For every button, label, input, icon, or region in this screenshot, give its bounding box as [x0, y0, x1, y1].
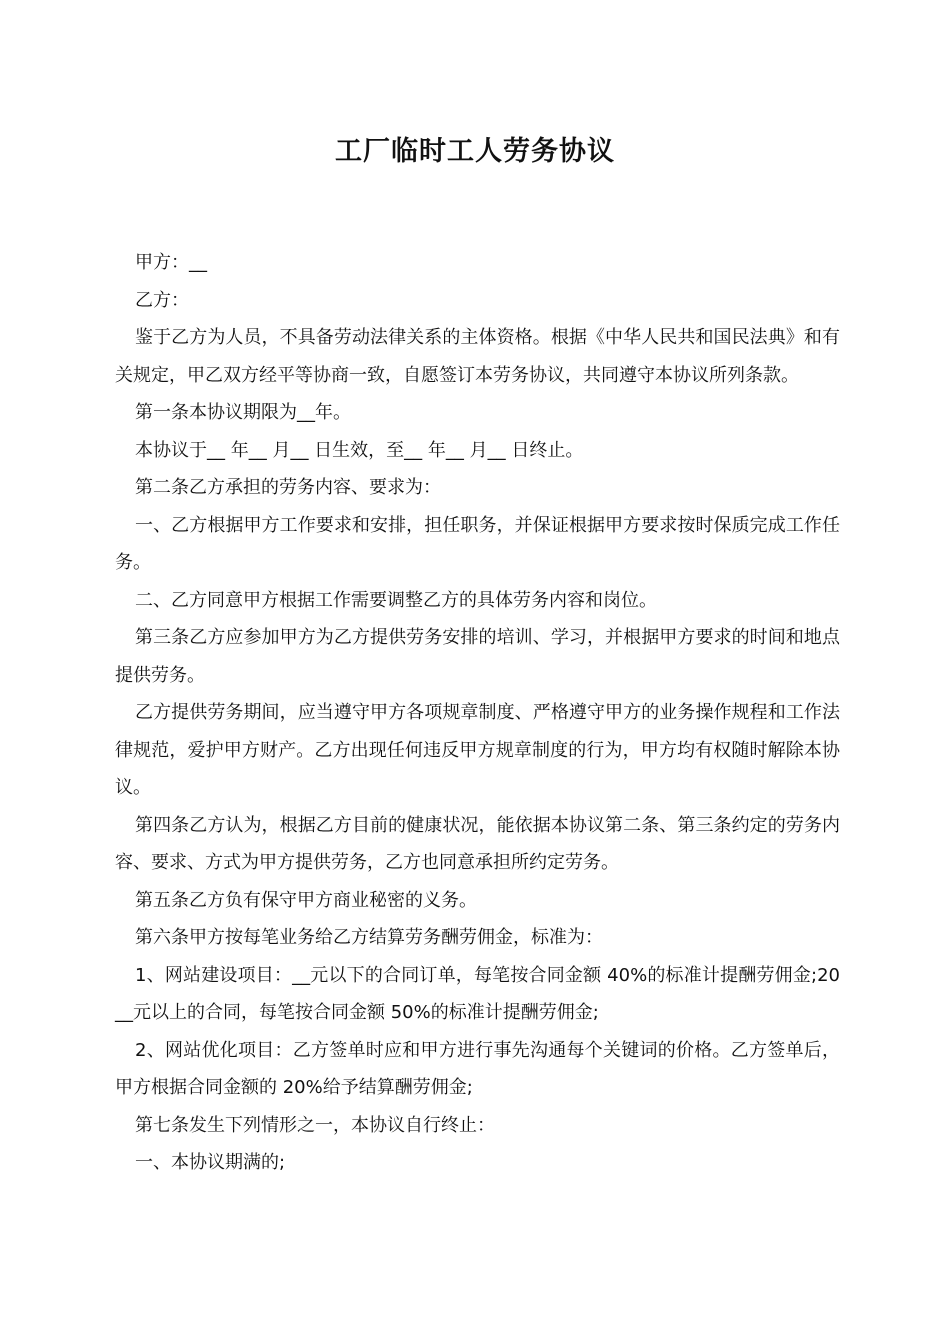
article-2-paragraph: 第二条乙方承担的劳务内容、要求为：: [135, 477, 441, 498]
term-dates-paragraph: 本协议于__ 年__ 月__ 日生效，至__ 年__ 月__ 日终止。: [135, 439, 584, 461]
article-6-item-1: 1、网站建设项目：__元以下的合同订单，每笔按合同金额 40%的标准计提酬劳佣金;20__元以上的合同，每笔按合同金额 50%的标准计提酬劳佣金;: [115, 964, 840, 1023]
article-4-paragraph: 第四条乙方认为，根据乙方目前的健康状况，能依据本协议第二条、第三条约定的劳务内容、要求、方式为甲方提供劳务，乙方也同意承担所约定劳务。: [115, 814, 840, 873]
document-body: [115, 244, 840, 1182]
article-2-item-2: 二、乙方同意甲方根据工作需要调整乙方的具体劳务内容和岗位。: [135, 589, 657, 611]
article-6-item-2: 2、网站优化项目：乙方签单时应和甲方进行事先沟通每个关键词的价格。乙方签单后，甲方根据合同金额的 20%给予结算酬劳佣金;: [115, 1039, 840, 1098]
article-1-paragraph: 第一条本协议期限为__年。: [135, 402, 351, 423]
preamble-paragraph: 鉴于乙方为人员，不具备劳动法律关系的主体资格。根据《中华人民共和国民法典》和有关规定，甲乙双方经平等协商一致，自愿签订本劳务协议，共同遵守本协议所列条款。: [115, 327, 840, 386]
party-a-line: 甲方：__: [135, 252, 207, 273]
article-7-item-1: 一、本协议期满的;: [135, 1152, 286, 1173]
article-6-paragraph: 第六条甲方按每笔业务给乙方结算劳务酬劳佣金，标准为：: [135, 927, 603, 948]
article-2-item-1: 一、乙方根据甲方工作要求和安排，担任职务，并保证根据甲方要求按时保质完成工作任务。: [115, 514, 840, 573]
article-7-paragraph: 第七条发生下列情形之一，本协议自行终止：: [135, 1114, 495, 1136]
document-title: 工厂临时工人劳务协议: [335, 136, 615, 167]
party-b-line: 乙方：: [135, 289, 189, 311]
article-3-paragraph: 第三条乙方应参加甲方为乙方提供劳务安排的培训、学习，并根据甲方要求的时间和地点提供劳务。: [115, 627, 840, 686]
article-5-paragraph: 第五条乙方负有保守甲方商业秘密的义务。: [135, 889, 477, 911]
article-3-rules-paragraph: 乙方提供劳务期间，应当遵守甲方各项规章制度、严格遵守甲方的业务操作规程和工作法律规范，爱护甲方财产。乙方出现任何违反甲方规章制度的行为，甲方均有权随时解除本协议。: [115, 702, 840, 798]
